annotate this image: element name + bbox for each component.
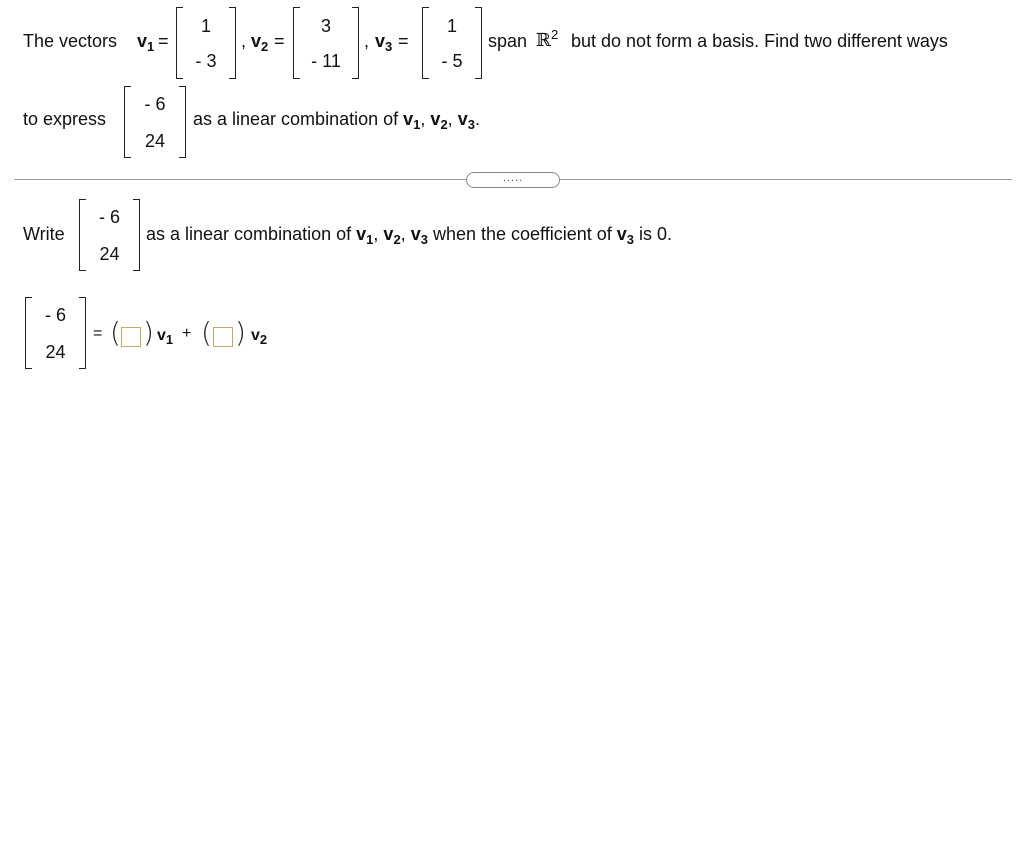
to-express-text: to express — [23, 109, 107, 129]
coefficient-v2-input[interactable] — [213, 327, 233, 347]
write-label: Write — [23, 224, 65, 244]
comma-2: , — [364, 31, 370, 51]
part-target-matrix — [79, 199, 140, 271]
v2-equals: = — [274, 31, 285, 51]
lin-comb-text: as a linear combination of $v_1$, $v_2$, $v_3$. — [193, 109, 480, 132]
v3-equals: = — [398, 31, 409, 51]
part-target-entry-top: - 6 — [98, 207, 120, 227]
target-entry-top: - 6 — [144, 94, 166, 114]
comma-1: , — [241, 31, 247, 51]
v1-entry-top: 1 — [200, 16, 211, 36]
v3-matrix — [422, 7, 482, 79]
answer-equals: = — [93, 325, 103, 342]
v2-matrix — [293, 7, 359, 79]
v2-entry-bottom: - 11 — [311, 51, 341, 71]
answer-target-entry-top: - 6 — [44, 305, 66, 325]
real-space-symbol: ℝ$^2$ — [536, 27, 559, 51]
span-word: span — [488, 31, 528, 51]
part-target-entry-bottom: 24 — [99, 244, 120, 264]
target-vector-matrix — [124, 86, 186, 158]
v1-label: $v_1$ — [137, 31, 155, 54]
coef1-open-paren: ( — [110, 316, 121, 349]
v3-entry-bottom: - 5 — [441, 51, 463, 71]
answer-v1-label: $v_1$ — [157, 327, 174, 347]
answer-v2-label: $v_2$ — [251, 327, 268, 347]
intro-text-end: but do not form a basis. Find two different ways — [571, 31, 948, 51]
expand-more-button[interactable]: ..... — [466, 172, 560, 188]
v1-matrix — [176, 7, 236, 79]
coef2-close-paren: ) — [235, 316, 246, 349]
v1-entry-bottom: - 3 — [195, 51, 217, 71]
coef2-open-paren: ( — [201, 316, 212, 349]
v2-entry-top: 3 — [320, 16, 331, 36]
v1-equals: = — [158, 31, 169, 51]
answer-plus: + — [182, 325, 192, 342]
part-instruction: as a linear combination of $v_1$, $v_2$, $v_3$ when the coefficient of $v_3$ is 0. — [146, 224, 673, 247]
v3-label: $v_3$ — [375, 31, 393, 54]
target-entry-bottom: 24 — [144, 131, 166, 151]
coefficient-v1-input[interactable] — [121, 327, 141, 347]
answer-target-entry-bottom: 24 — [45, 342, 66, 362]
v2-label: $v_2$ — [251, 31, 269, 54]
v3-entry-top: 1 — [446, 16, 457, 36]
coef1-close-paren: ) — [143, 316, 154, 349]
answer-target-matrix — [25, 297, 86, 369]
intro-text: The vectors — [23, 31, 118, 51]
